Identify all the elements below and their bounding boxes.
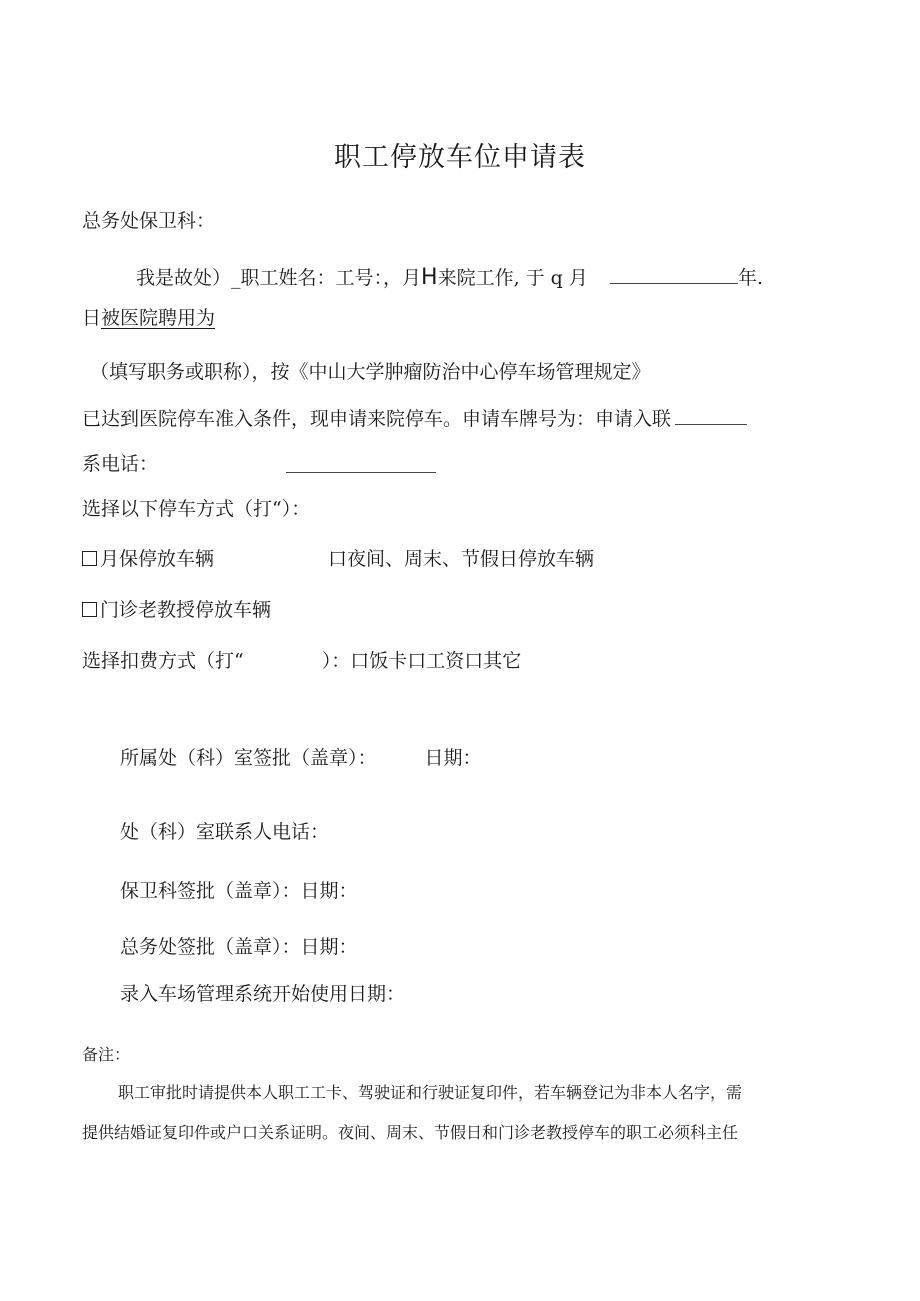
dept-approval-label: 所属处（科）室签批（盖章）：: [120, 747, 377, 769]
parking-option-professor[interactable]: [82, 601, 271, 620]
system-entry-date: 录入车场管理系统开始使用日期：: [120, 983, 406, 1005]
dept-contact: 处（科）室联系人电话：: [120, 821, 330, 843]
dept-approval: [120, 749, 482, 768]
paragraph-1-line-2: [82, 309, 215, 328]
parking-option-night-weekend[interactable]: [328, 550, 594, 569]
paragraph-2-line-1: （填写职务或职称），按《中山大学肿瘤防治中心停车场管理规定》: [90, 361, 651, 383]
salutation: 总务处保卫科：: [82, 210, 216, 232]
blank-phone[interactable]: [286, 472, 436, 473]
paragraph-2-line-2: [82, 410, 747, 429]
join-date-text: 来院工作, 于 q 月: [437, 267, 588, 289]
parking-mode-label: 选择以下停车方式（打“）：: [82, 498, 311, 520]
page-title: 职工停放车位申请表: [334, 142, 586, 173]
payment-method-line: [82, 652, 521, 671]
option-label: 月保停放车辆: [100, 548, 215, 570]
parking-option-monthly[interactable]: [82, 550, 214, 569]
year-text: 年.: [737, 267, 763, 289]
paragraph-2-line-3: 系电话：: [82, 453, 159, 475]
dept-approval-date: 日期：: [424, 747, 482, 769]
blank-plate[interactable]: [675, 423, 747, 425]
intro-text: 我是故处）_职工姓名：工号：，月: [136, 267, 422, 289]
h-glyph: H: [421, 265, 438, 290]
payment-options[interactable]: ）：口饭卡口工资口其它: [321, 650, 522, 672]
hired-as-text: 被医院聘用为: [101, 307, 216, 329]
option-label: 门诊老教授停放车辆: [100, 599, 272, 621]
paragraph-1-line-1: [136, 267, 763, 289]
notes-line-2: 提供结婚证复印件或户口关系证明。夜间、周末、节假日和门诊老教授停车的职工必须科主任: [82, 1123, 739, 1142]
checkbox-icon[interactable]: [82, 551, 97, 566]
notes-line-1: 职工审批时请提供本人职工工卡、驾驶证和行驶证复印件，若车辆登记为非本人名字，需: [118, 1083, 743, 1102]
option-label: 夜间、周末、节假日停放车辆: [347, 548, 595, 570]
payment-label: 选择扣费方式（打“: [82, 650, 244, 672]
checkbox-mark[interactable]: 口: [328, 548, 348, 570]
checkbox-icon[interactable]: [82, 602, 97, 617]
notes-label: 备注：: [82, 1045, 131, 1064]
general-affairs-approval: 总务处签批（盖章）：日期：: [120, 936, 358, 958]
day-text: 日: [82, 307, 102, 329]
blank-year[interactable]: [610, 282, 738, 284]
apply-text: 已达到医院停车准入条件，现申请来院停车。申请车牌号为：申请入联: [82, 408, 672, 430]
security-approval: 保卫科签批（盖章）：日期：: [120, 880, 358, 902]
